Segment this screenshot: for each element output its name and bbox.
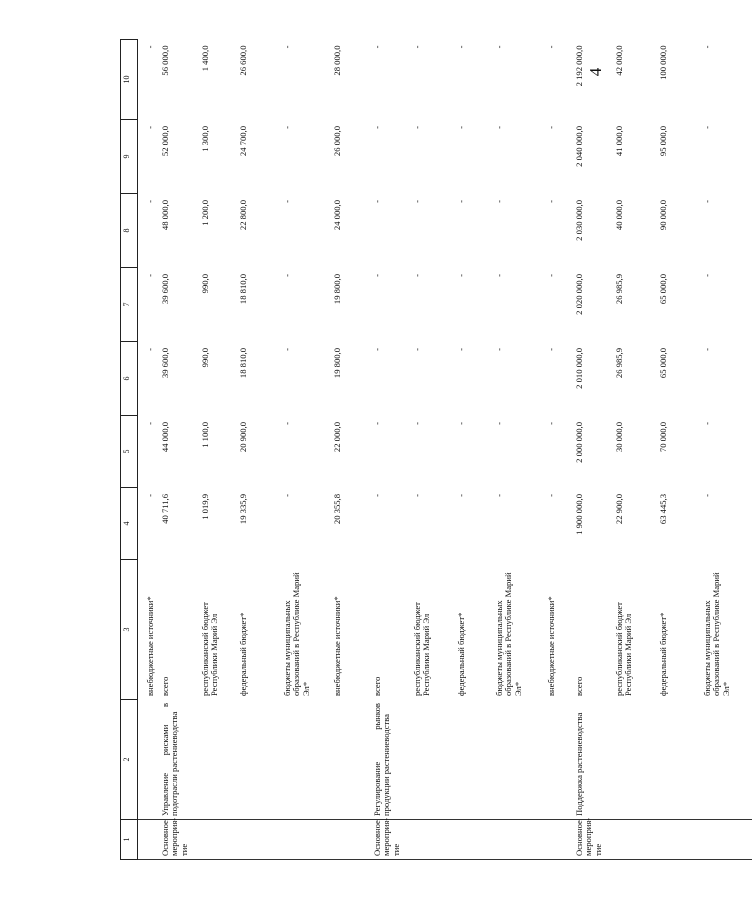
amount-cell: - bbox=[371, 126, 382, 129]
measure-type-cell: Основное мероприя-тие bbox=[160, 820, 200, 860]
funding-source-cell: всего bbox=[159, 676, 170, 696]
amount-cell: - bbox=[545, 45, 556, 49]
amount-cell: 20 900,0 bbox=[237, 422, 248, 453]
amount-cell: - bbox=[411, 200, 422, 203]
amount-cell: 2 030 000,0 bbox=[573, 200, 584, 241]
measure-name-cell bbox=[282, 700, 332, 820]
amount-cell: - bbox=[545, 126, 556, 129]
amount-cell: - bbox=[411, 45, 422, 49]
amount-cell: - bbox=[701, 494, 712, 497]
amount-cell: 52 000,0 bbox=[159, 126, 170, 157]
column-header: 1 bbox=[121, 820, 138, 860]
amount-cell: - bbox=[281, 422, 292, 425]
amount-cell: - bbox=[455, 126, 466, 129]
measure-name-cell: Поддержка растениеводства bbox=[574, 700, 614, 820]
amount-cell: - bbox=[145, 45, 155, 49]
funding-source-cell: внебюджетные источники* bbox=[145, 596, 155, 696]
column-header: 10 bbox=[121, 40, 138, 120]
amount-cell: - bbox=[281, 200, 292, 203]
funding-source-cell: бюджеты муниципальных образований в Республике Марий Эл* bbox=[701, 572, 732, 696]
amount-cell: 1 400,0 bbox=[199, 45, 210, 72]
amount-cell: 63 445,3 bbox=[657, 494, 668, 525]
amount-cell: - bbox=[701, 348, 712, 351]
amount-cell: 19 800,0 bbox=[331, 274, 342, 305]
amount-cell: - bbox=[545, 200, 556, 203]
amount-cell: 24 000,0 bbox=[331, 200, 342, 231]
amount-cell: - bbox=[455, 200, 466, 203]
table-row bbox=[614, 40, 658, 860]
funding-source-cell: внебюджетные источники* bbox=[545, 596, 556, 696]
measure-name-cell bbox=[614, 700, 658, 820]
measure-name-cell bbox=[494, 700, 546, 820]
amount-cell: 26 985,9 bbox=[613, 348, 624, 379]
amount-cell: - bbox=[493, 422, 504, 425]
amount-cell: 28 000,0 bbox=[331, 45, 342, 76]
funding-source-cell: всего bbox=[573, 676, 584, 696]
amount-cell: 40 711,6 bbox=[159, 494, 170, 524]
measure-type-cell bbox=[456, 820, 494, 860]
rotated-table-container bbox=[120, 40, 732, 860]
funding-source-cell: республиканский бюджет Республики Марий Эл bbox=[199, 602, 220, 696]
measure-name-cell: Управление рисками в подотрасли растениеводства bbox=[160, 700, 200, 820]
column-header: 3 bbox=[121, 560, 138, 700]
table-row bbox=[702, 40, 752, 860]
amount-cell: - bbox=[281, 348, 292, 351]
amount-cell: 70 000,0 bbox=[657, 422, 668, 453]
table-row bbox=[372, 40, 412, 860]
amount-cell: 30 000,0 bbox=[613, 422, 624, 453]
amount-cell: 1 100,0 bbox=[199, 422, 210, 448]
amount-cell: - bbox=[545, 422, 556, 425]
amount-cell: 42 000,0 bbox=[613, 45, 624, 76]
amount-cell: 22 800,0 bbox=[237, 200, 248, 231]
amount-cell: - bbox=[701, 126, 712, 129]
amount-cell: - bbox=[411, 348, 422, 351]
table-body bbox=[138, 40, 752, 860]
funding-source-cell: федеральный бюджет* bbox=[237, 612, 248, 696]
amount-cell: - bbox=[493, 45, 504, 49]
measure-type-cell bbox=[238, 820, 282, 860]
amount-cell: 39 600,0 bbox=[159, 274, 170, 305]
amount-cell: 2 192 000,0 bbox=[573, 45, 584, 87]
measure-type-cell bbox=[658, 820, 702, 860]
column-header: 5 bbox=[121, 416, 138, 488]
amount-cell: 2 040 000,0 bbox=[573, 126, 584, 167]
measure-name-cell bbox=[412, 700, 456, 820]
amount-cell: - bbox=[281, 494, 292, 497]
amount-cell: - bbox=[145, 494, 155, 497]
measure-type-cell bbox=[200, 820, 238, 860]
amount-cell: - bbox=[493, 494, 504, 497]
amount-cell: - bbox=[371, 45, 382, 49]
amount-cell: - bbox=[411, 126, 422, 129]
amount-cell: - bbox=[411, 274, 422, 277]
amount-cell: 26 000,0 bbox=[331, 126, 342, 157]
amount-cell: - bbox=[455, 348, 466, 351]
amount-cell: - bbox=[145, 126, 155, 129]
amount-cell: 1 200,0 bbox=[199, 200, 210, 226]
column-header: 9 bbox=[121, 120, 138, 194]
amount-cell: 20 355,8 bbox=[331, 494, 342, 525]
amount-cell: 19 335,9 bbox=[237, 494, 248, 525]
amount-cell: 65 000,0 bbox=[657, 274, 668, 305]
measure-type-cell bbox=[412, 820, 456, 860]
table-row bbox=[238, 40, 282, 860]
measure-type-cell bbox=[282, 820, 332, 860]
funding-source-cell: республиканский бюджет Республики Марий Эл bbox=[613, 602, 634, 696]
amount-cell: - bbox=[281, 274, 292, 277]
amount-cell: - bbox=[701, 274, 712, 277]
measure-name-cell bbox=[138, 700, 160, 820]
amount-cell: 100 000,0 bbox=[657, 45, 668, 80]
amount-cell: 2 020 000,0 bbox=[573, 274, 584, 315]
page-number: 4 bbox=[586, 67, 605, 77]
measure-type-cell bbox=[614, 820, 658, 860]
table-row bbox=[574, 40, 614, 860]
amount-cell: - bbox=[701, 45, 712, 49]
measure-type-cell: Основное мероприя-тие bbox=[574, 820, 614, 860]
amount-cell: 990,0 bbox=[199, 274, 210, 294]
amount-cell: - bbox=[493, 348, 504, 351]
column-header: 7 bbox=[121, 268, 138, 342]
amount-cell: - bbox=[145, 348, 155, 351]
header-row bbox=[121, 40, 138, 860]
amount-cell: 22 900,0 bbox=[613, 494, 624, 525]
column-header: 8 bbox=[121, 194, 138, 268]
funding-source-cell: бюджеты муниципальных образований в Республике Марий Эл* bbox=[281, 572, 312, 696]
table-row bbox=[282, 40, 332, 860]
amount-cell: - bbox=[455, 274, 466, 277]
amount-cell: - bbox=[701, 422, 712, 425]
measure-type-cell bbox=[546, 820, 574, 860]
amount-cell: - bbox=[371, 274, 382, 277]
amount-cell: - bbox=[281, 126, 292, 129]
amount-cell: 56 000,0 bbox=[159, 45, 170, 76]
amount-cell: 2 000 000,0 bbox=[573, 422, 584, 463]
amount-cell: - bbox=[455, 45, 466, 49]
measure-name-cell bbox=[332, 700, 372, 820]
amount-cell: - bbox=[281, 45, 292, 49]
amount-cell: - bbox=[545, 274, 556, 277]
measure-name-cell bbox=[658, 700, 702, 820]
amount-cell: 41 000,0 bbox=[613, 126, 624, 157]
amount-cell: 19 800,0 bbox=[331, 348, 342, 379]
measure-name-cell bbox=[456, 700, 494, 820]
column-header: 4 bbox=[121, 488, 138, 560]
table-row bbox=[456, 40, 494, 860]
amount-cell: - bbox=[371, 200, 382, 203]
amount-cell: 44 000,0 bbox=[159, 422, 170, 453]
amount-cell: - bbox=[145, 200, 155, 203]
measure-name-cell bbox=[702, 700, 752, 820]
amount-cell: - bbox=[455, 422, 466, 425]
amount-cell: - bbox=[493, 274, 504, 277]
amount-cell: - bbox=[411, 422, 422, 425]
column-header: 6 bbox=[121, 342, 138, 416]
funding-source-cell: республиканский бюджет Республики Марий Эл bbox=[411, 602, 432, 696]
measure-name-cell: Регулирование рынков продукции растениеводства bbox=[372, 700, 412, 820]
budget-table bbox=[120, 39, 752, 860]
amount-cell: 2 010 000,0 bbox=[573, 348, 584, 389]
amount-cell: - bbox=[545, 494, 556, 497]
amount-cell: 1 300,0 bbox=[199, 126, 210, 152]
amount-cell: 26 985,9 bbox=[613, 274, 624, 305]
amount-cell: 24 700,0 bbox=[237, 126, 248, 157]
amount-cell: - bbox=[145, 274, 155, 277]
table-row bbox=[546, 40, 574, 860]
table-row bbox=[200, 40, 238, 860]
amount-cell: - bbox=[493, 200, 504, 203]
table-row bbox=[138, 40, 160, 860]
amount-cell: 39 600,0 bbox=[159, 348, 170, 379]
amount-cell: 90 000,0 bbox=[657, 200, 668, 231]
table-row bbox=[332, 40, 372, 860]
amount-cell: 1 019,9 bbox=[199, 494, 210, 520]
amount-cell: - bbox=[371, 422, 382, 425]
table-row bbox=[658, 40, 702, 860]
amount-cell: 1 900 000,0 bbox=[573, 494, 584, 535]
funding-source-cell: федеральный бюджет* bbox=[657, 612, 668, 696]
amount-cell: - bbox=[145, 422, 155, 425]
amount-cell: 40 000,0 bbox=[613, 200, 624, 231]
measure-type-cell bbox=[138, 820, 160, 860]
amount-cell: - bbox=[701, 200, 712, 203]
amount-cell: 48 000,0 bbox=[159, 200, 170, 231]
measure-type-cell: Основное мероприя-тие bbox=[372, 820, 412, 860]
amount-cell: - bbox=[455, 494, 466, 497]
table-row bbox=[160, 40, 200, 860]
measure-name-cell bbox=[200, 700, 238, 820]
amount-cell: 95 000,0 bbox=[657, 126, 668, 157]
measure-type-cell bbox=[702, 820, 752, 860]
amount-cell: 22 000,0 bbox=[331, 422, 342, 453]
amount-cell: 65 000,0 bbox=[657, 348, 668, 379]
amount-cell: - bbox=[371, 494, 382, 497]
measure-type-cell bbox=[494, 820, 546, 860]
table-row bbox=[412, 40, 456, 860]
funding-source-cell: всего bbox=[371, 676, 382, 696]
amount-cell: - bbox=[545, 348, 556, 351]
amount-cell: - bbox=[493, 126, 504, 129]
amount-cell: 990,0 bbox=[199, 348, 210, 368]
amount-cell: 18 810,0 bbox=[237, 348, 248, 379]
column-header: 2 bbox=[121, 700, 138, 820]
measure-name-cell bbox=[238, 700, 282, 820]
amount-cell: 18 810,0 bbox=[237, 274, 248, 305]
measure-name-cell bbox=[546, 700, 574, 820]
funding-source-cell: бюджеты муниципальных образований в Республике Марий Эл* bbox=[493, 572, 524, 696]
funding-source-cell: федеральный бюджет* bbox=[455, 612, 466, 696]
amount-cell: 26 600,0 bbox=[237, 45, 248, 76]
amount-cell: - bbox=[411, 494, 422, 497]
table-row bbox=[494, 40, 546, 860]
amount-cell: - bbox=[371, 348, 382, 351]
funding-source-cell: внебюджетные источники* bbox=[331, 596, 342, 696]
measure-type-cell bbox=[332, 820, 372, 860]
